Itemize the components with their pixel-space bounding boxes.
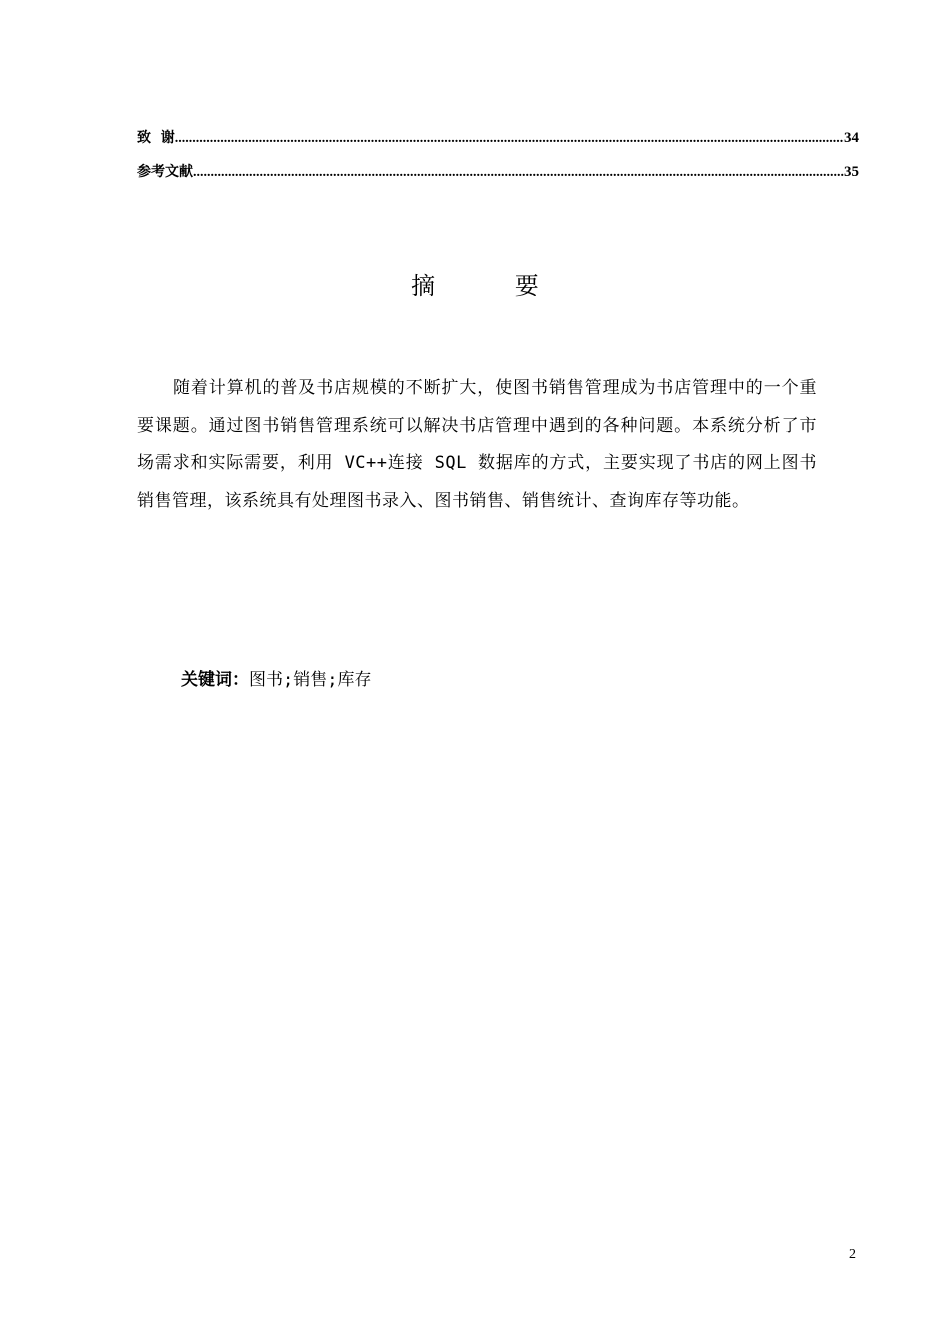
toc-entry-acknowledgements[interactable] — [137, 127, 859, 161]
toc-entry-page: 35 — [844, 164, 859, 180]
toc-entry-label: 致 谢 — [137, 130, 175, 146]
page-number: 2 — [849, 1247, 856, 1262]
keywords-label: 关键词： — [181, 670, 249, 690]
toc-leader-dots — [175, 131, 844, 147]
abstract-title: 摘 要 — [411, 272, 575, 300]
toc-entry-references[interactable] — [137, 161, 859, 195]
keywords-line — [181, 665, 371, 690]
toc-entry-label: 参考文献 — [137, 164, 193, 180]
table-of-contents — [137, 127, 859, 195]
toc-entry-page: 34 — [844, 130, 859, 146]
keywords-value: 图书;销售;库存 — [249, 670, 372, 690]
abstract-body: 随着计算机的普及书店规模的不断扩大，使图书销售管理成为书店管理中的一个重要课题。通过图书销售管理系统可以解决书店管理中遇到的各种问题。本系统分析了市场需求和实际需要，利用 VC++连接 SQL 数据库的方式，主要实现了书店的网上图书销售管理，该系统具有处理图书录入、图书销售、销售统计、查询库存等功能。 — [137, 378, 817, 511]
toc-leader-dots — [193, 165, 844, 181]
